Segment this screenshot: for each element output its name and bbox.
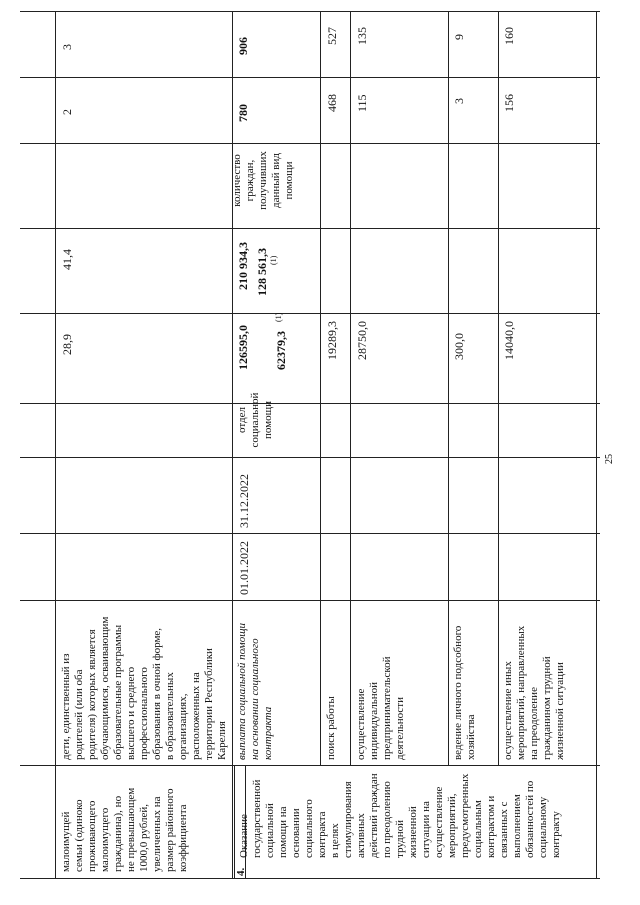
cell-value-41-4: 41,4 bbox=[60, 249, 74, 270]
row4-fact: 906 bbox=[236, 37, 250, 55]
sub2-desc: осуществление индивидуальной предпринимательской деятельности bbox=[355, 656, 406, 760]
row4-amount2b: 128 561,3 bbox=[255, 248, 269, 296]
table-line bbox=[596, 11, 597, 879]
table-line bbox=[20, 313, 600, 314]
row4-amount1b-note: (1) bbox=[274, 312, 283, 322]
row4-name: Оказание государственной социальной помощи на основании социального контракта в целях стимулирования активных действий граждан по преодолению трудной жизненной ситуации на осуществление мероприятий, предусмотренных социальным контрактом и связанных с выполнением обязанностей по социальному контракту bbox=[238, 773, 562, 858]
cell-value-2: 2 bbox=[60, 109, 74, 115]
table-line bbox=[498, 11, 499, 601]
sub2-amount: 28750,0 bbox=[355, 321, 369, 360]
sub1-desc: поиск работы bbox=[325, 696, 337, 760]
row4-plan: 780 bbox=[236, 104, 250, 122]
row4-main-desc: выплата социальной помощи на основании социального контракта bbox=[236, 622, 274, 760]
table-line bbox=[20, 533, 600, 534]
row4-executor: отдел социальной помощи bbox=[236, 392, 274, 448]
table-line bbox=[448, 600, 449, 765]
cell-row-cont-col3: дети, единственный из родителей (или оба родителя) которых является обучающимися, осваивающим образовательные программы высшего и среднего профессионального образования в очной форме, в образовательных организациях, расположенных на территории Республики Карелия bbox=[60, 616, 228, 760]
cell-value-3: 3 bbox=[60, 44, 74, 50]
table-line bbox=[320, 11, 321, 601]
row4-start-date: 01.01.2022 bbox=[237, 541, 251, 595]
sub3-fact: 9 bbox=[452, 34, 466, 40]
row4-amount2: 210 934,3 bbox=[236, 242, 250, 290]
table-line bbox=[20, 457, 600, 458]
table-line bbox=[320, 600, 321, 765]
table-line bbox=[20, 143, 600, 144]
sub4-fact: 160 bbox=[502, 27, 516, 45]
row4-amount2b-note: (1) bbox=[269, 255, 278, 265]
sub4-plan: 156 bbox=[502, 94, 516, 112]
sub3-desc: ведение личного подсобного хозяйства bbox=[452, 625, 477, 760]
table-line bbox=[20, 11, 600, 12]
table-line bbox=[498, 600, 499, 765]
cell-value-28-9: 28,9 bbox=[60, 334, 74, 355]
sub2-fact: 135 bbox=[355, 27, 369, 45]
table-line bbox=[20, 600, 600, 601]
table-line bbox=[55, 11, 56, 879]
table-line bbox=[20, 77, 600, 78]
table-line bbox=[232, 11, 233, 879]
sub4-desc: осуществление иных мероприятий, направленных на преодоление гражданином трудной жизненной ситуации bbox=[502, 625, 566, 760]
row4-amount1b: 62379,3 bbox=[274, 331, 288, 370]
table-line bbox=[234, 765, 235, 878]
sub3-amount: 300,0 bbox=[452, 333, 466, 360]
row4-end-date: 31.12.2022 bbox=[237, 474, 251, 528]
row4-amount1: 126595,0 bbox=[236, 325, 250, 370]
sub1-fact: 527 bbox=[325, 27, 339, 45]
sub1-amount: 19289,3 bbox=[325, 321, 339, 360]
row-number: 4. bbox=[235, 867, 247, 876]
sub3-plan: 3 bbox=[452, 98, 466, 104]
sub4-amount: 14040,0 bbox=[502, 321, 516, 360]
row4-indicator: количество граждан, получивших данный вид помощи bbox=[231, 151, 295, 210]
table-line bbox=[350, 600, 351, 765]
table-line bbox=[20, 878, 600, 879]
table-line bbox=[20, 403, 600, 404]
table-line bbox=[448, 11, 449, 601]
sub2-plan: 115 bbox=[355, 94, 369, 112]
sub1-plan: 468 bbox=[325, 94, 339, 112]
cell-row-cont-col2: малоимущей семьи (одиноко проживающего малоимущего гражданина), но не превышающем 1000,0 рублей, увеличенных на размер районного коэффициента bbox=[60, 787, 189, 872]
table-line bbox=[20, 228, 600, 229]
page-number: 25 bbox=[604, 454, 615, 464]
table-line bbox=[350, 11, 351, 601]
